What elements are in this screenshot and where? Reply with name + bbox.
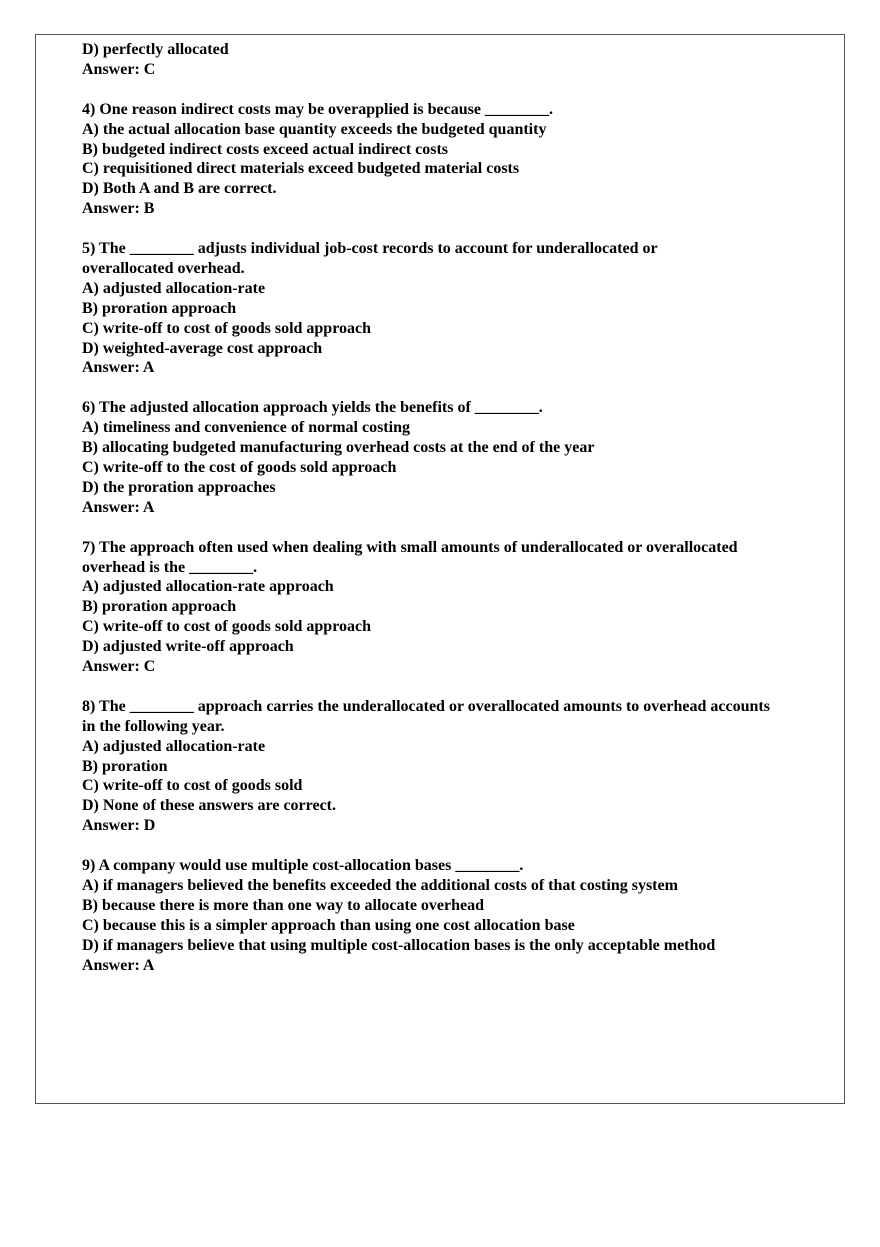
option-c: C) write-off to the cost of goods sold approach [82, 458, 397, 476]
option-b: B) budgeted indirect costs exceed actual indirect costs [82, 140, 449, 158]
option-c: C) write-off to cost of goods sold approach [82, 618, 372, 636]
answer: Answer: A [82, 956, 155, 974]
question-list [82, 40, 812, 995]
option-b: B) because there is more than one way to allocate overhead [82, 896, 485, 914]
option-d: D) None of these answers are correct. [82, 797, 336, 815]
question-stem: 4) One reason indirect costs may be overapplied is because ________. [82, 100, 553, 118]
question-stem: 5) The ________ adjusts individual job-cost records to account for underallocated or overallocated overhead. [82, 240, 658, 277]
option-b: B) allocating budgeted manufacturing overhead costs at the end of the year [82, 439, 595, 457]
question-8 [82, 697, 812, 836]
question-stem: 6) The adjusted allocation approach yields the benefits of ________. [82, 399, 543, 417]
answer: Answer: D [82, 817, 156, 835]
option-d: D) the proration approaches [82, 478, 276, 496]
option-a: A) the actual allocation base quantity exceeds the budgeted quantity [82, 120, 547, 138]
answer: Answer: C [82, 658, 156, 676]
question-9 [82, 856, 812, 975]
option-a: A) adjusted allocation-rate [82, 737, 266, 755]
answer: Answer: B [82, 200, 155, 218]
question-4 [82, 100, 812, 219]
option-c: C) write-off to cost of goods sold [82, 777, 303, 795]
question-6 [82, 398, 812, 517]
answer: Answer: A [82, 498, 155, 516]
option-d: D) adjusted write-off approach [82, 638, 294, 656]
option-b: B) proration [82, 757, 168, 775]
option-a: A) if managers believed the benefits exceeded the additional costs of that costing system [82, 876, 678, 894]
option-a: A) timeliness and convenience of normal costing [82, 419, 410, 437]
question-stem: 9) A company would use multiple cost-allocation bases ________. [82, 857, 524, 875]
option-c: C) write-off to cost of goods sold approach [82, 319, 372, 337]
question-3-carryover [82, 40, 812, 80]
question-5 [82, 239, 812, 378]
option-c: C) because this is a simpler approach than using one cost allocation base [82, 916, 575, 934]
question-stem: 8) The ________ approach carries the underallocated or overallocated amounts to overhead accounts in the following year. [82, 697, 770, 735]
option-d: D) weighted-average cost approach [82, 339, 323, 357]
option-a: A) adjusted allocation-rate [82, 279, 266, 297]
option-d: D) if managers believe that using multiple cost-allocation bases is the only acceptable method [82, 936, 716, 954]
option-d: D) Both A and B are correct. [82, 180, 277, 198]
question-7 [82, 538, 812, 677]
option-d: D) perfectly allocated [82, 41, 229, 58]
option-b: B) proration approach [82, 299, 237, 317]
question-stem: 7) The approach often used when dealing with small amounts of underallocated or overallocated overhead is the ________. [82, 538, 738, 576]
answer: Answer: C [82, 60, 156, 78]
option-c: C) requisitioned direct materials exceed budgeted material costs [82, 160, 520, 178]
answer: Answer: A [82, 359, 155, 377]
option-a: A) adjusted allocation-rate approach [82, 578, 334, 596]
option-b: B) proration approach [82, 598, 237, 616]
